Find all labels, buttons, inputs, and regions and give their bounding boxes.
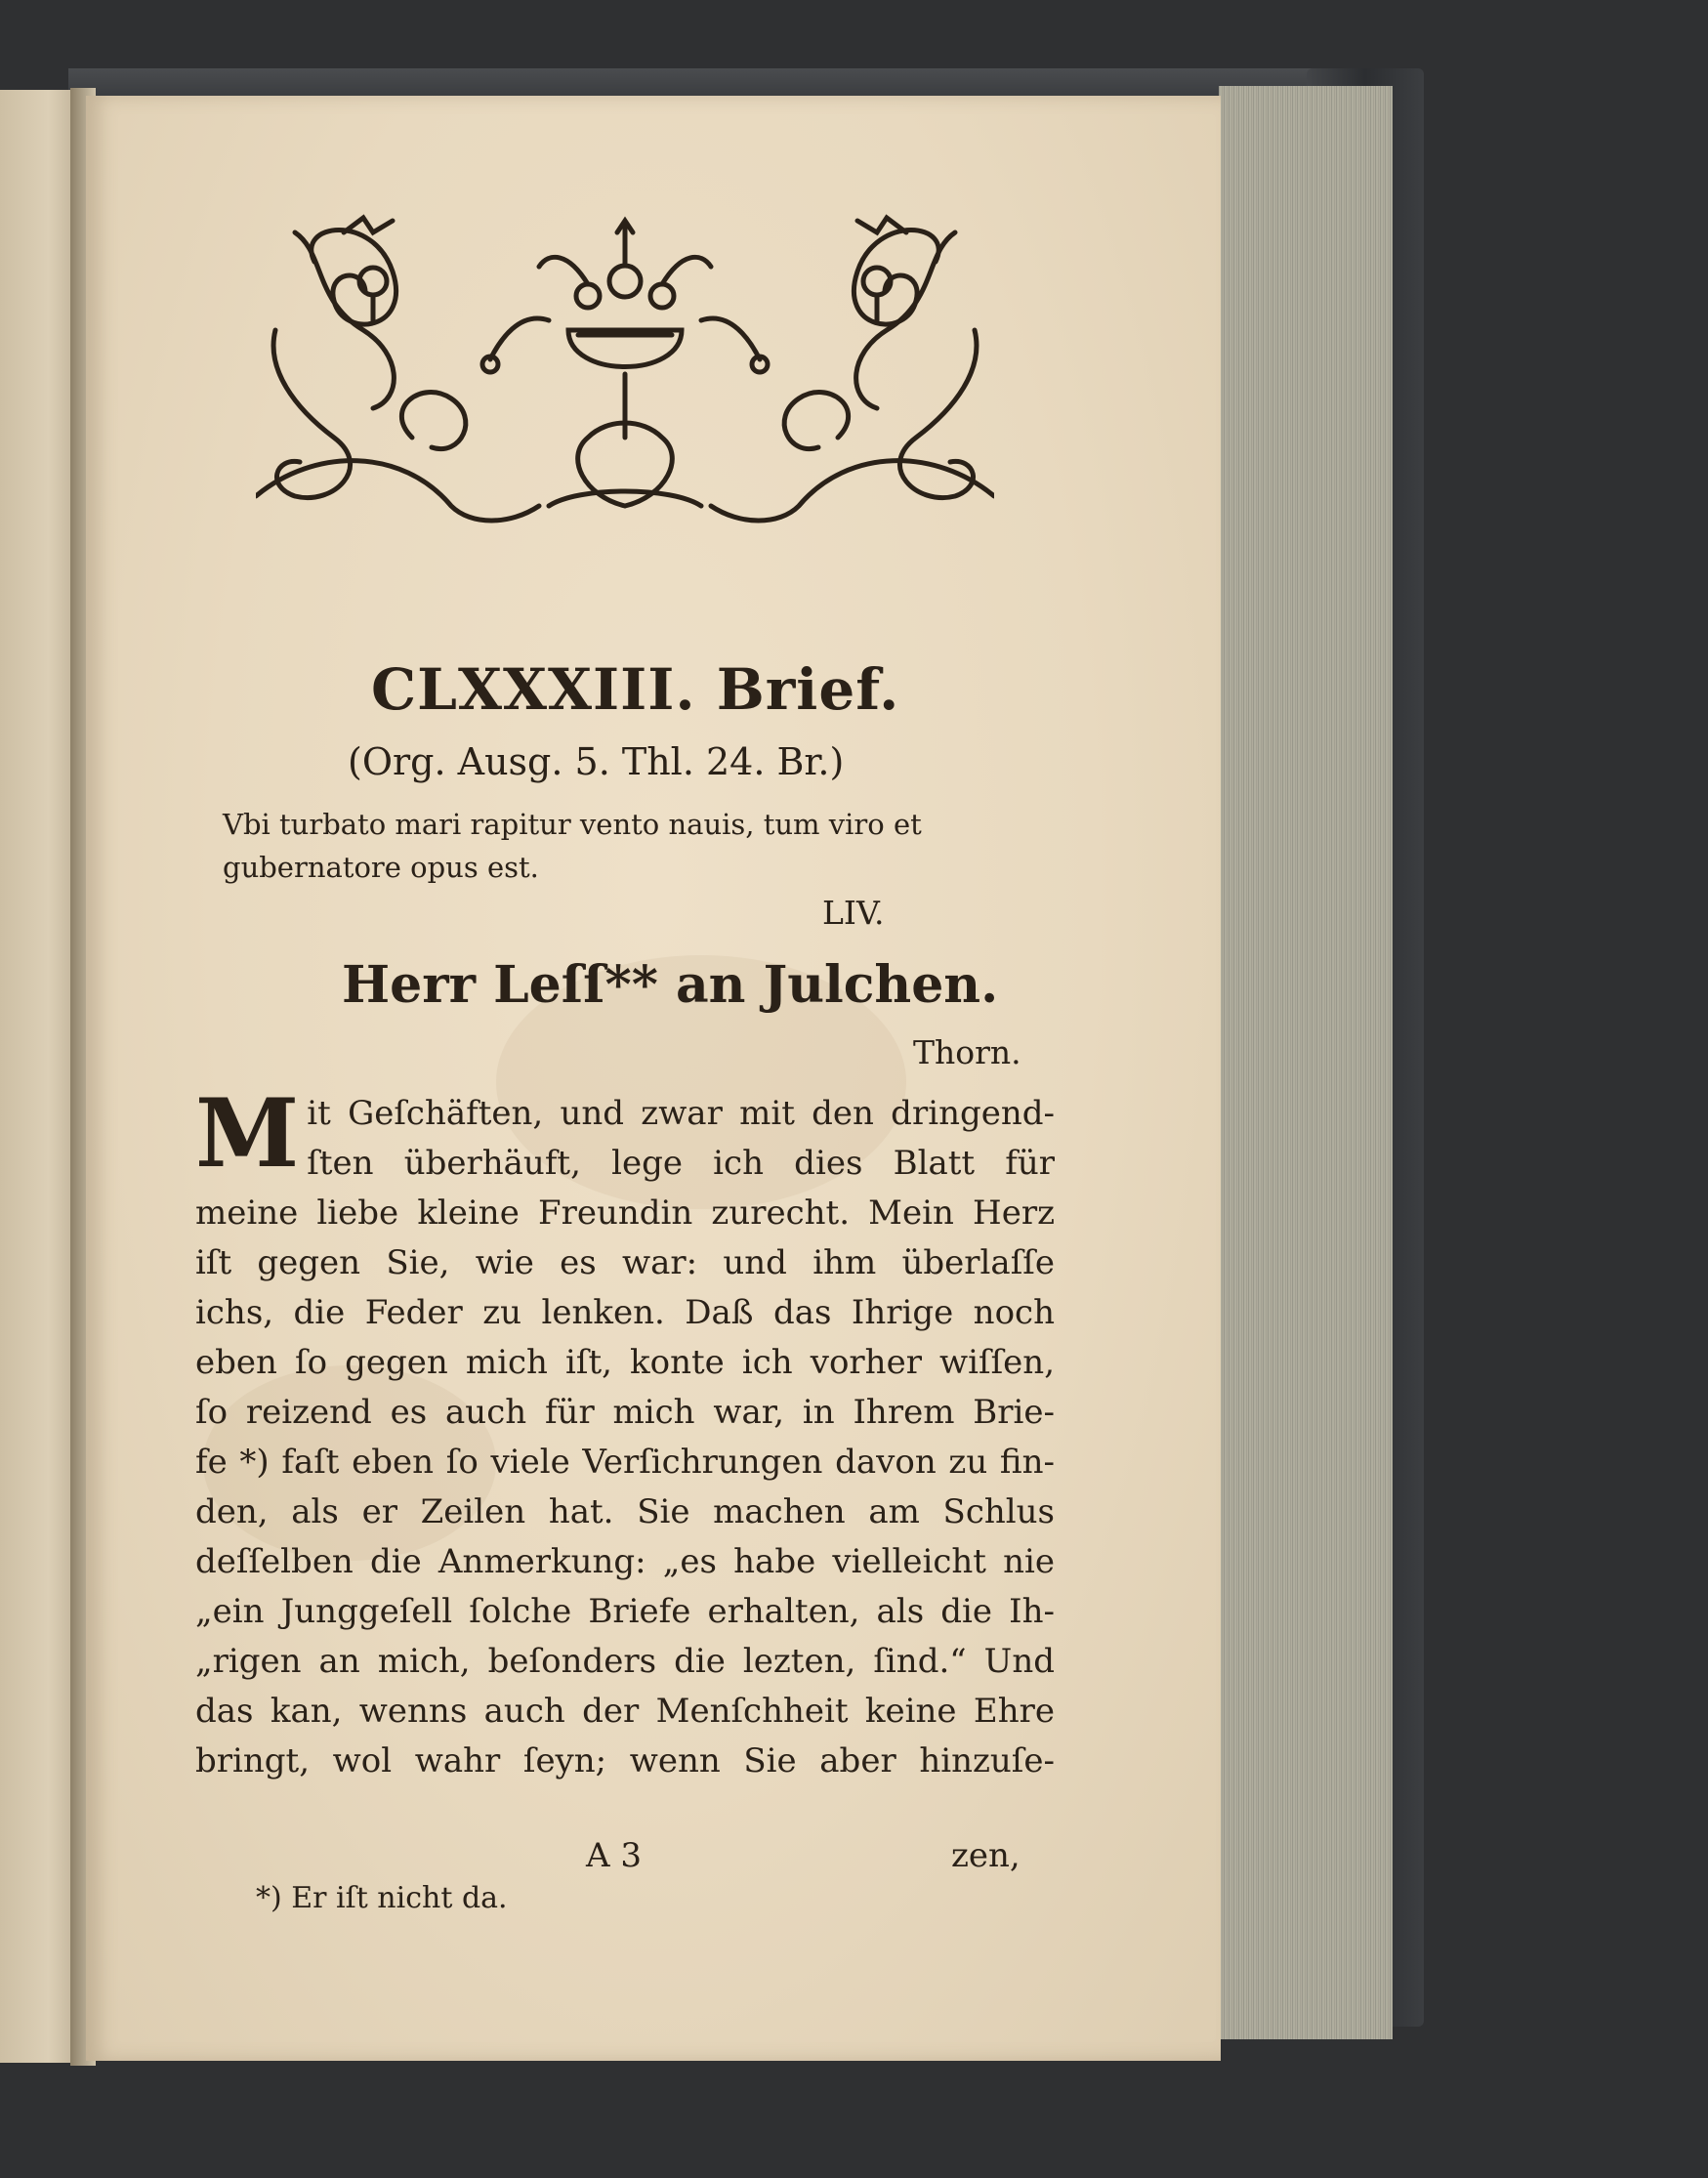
page-title: CLXXXIII. Brief.: [371, 656, 900, 723]
body-line: meine liebe kleine Freundin zurecht. Mein Herz: [195, 1194, 1055, 1233]
signature-mark: A 3: [586, 1836, 642, 1875]
body-line: ſo reizend es auch für mich war, in Ihrem Brie-: [195, 1393, 1055, 1432]
body-line: „rigen an mich, beſonders die lezten, ſind.“ Und: [195, 1642, 1055, 1681]
page-edges: [1219, 86, 1393, 2039]
body-line: fe *) faſt eben ſo viele Verſichrungen davon zu fin-: [195, 1443, 1055, 1482]
body-line: deſſelben die Anmerkung: „es habe vielleicht nie: [195, 1542, 1055, 1581]
body-line: bringt, wol wahr ſeyn; wenn Sie aber hinzuſe-: [195, 1741, 1055, 1780]
body-line: den, als er Zeilen hat. Sie machen am Schlus: [195, 1492, 1055, 1531]
edition-reference: (Org. Ausg. 5. Thl. 24. Br.): [348, 740, 845, 783]
body-line: iſt gegen Sie, wie es war: und ihm überlaſſe: [195, 1243, 1055, 1282]
body-line: it Geſchäften, und zwar mit den dringend-: [307, 1094, 1055, 1133]
body-line: „ein Junggeſell ſolche Briefe erhalten, als die Ih-: [195, 1592, 1055, 1631]
letter-place: Thorn.: [913, 1033, 1021, 1071]
latin-epigraph: Vbi turbato mari rapitur vento nauis, tum viro et gubernatore opus est.: [223, 808, 922, 884]
catchword: zen,: [951, 1836, 1021, 1875]
body-line: ichs, die Feder zu lenken. Daß das Ihrige noch: [195, 1293, 1055, 1332]
floral-scroll-vignette-icon: [256, 213, 994, 535]
body-line: ſten überhäuft, lege ich dies Blatt für: [307, 1144, 1055, 1183]
letter-title: Herr Leſſ** an Julchen.: [342, 955, 999, 1015]
body-line: eben ſo gegen mich iſt, konte ich vorher wiſſen,: [195, 1343, 1055, 1382]
drop-cap: M: [195, 1078, 300, 1189]
letter-body: [195, 1078, 1055, 1786]
letter-number: LIV.: [822, 894, 885, 932]
book-top-board: [68, 68, 1416, 98]
body-line: das kan, wenns auch der Menſchheit keine Ehre: [195, 1692, 1055, 1731]
footnote: *) Er iſt nicht da.: [256, 1881, 508, 1915]
